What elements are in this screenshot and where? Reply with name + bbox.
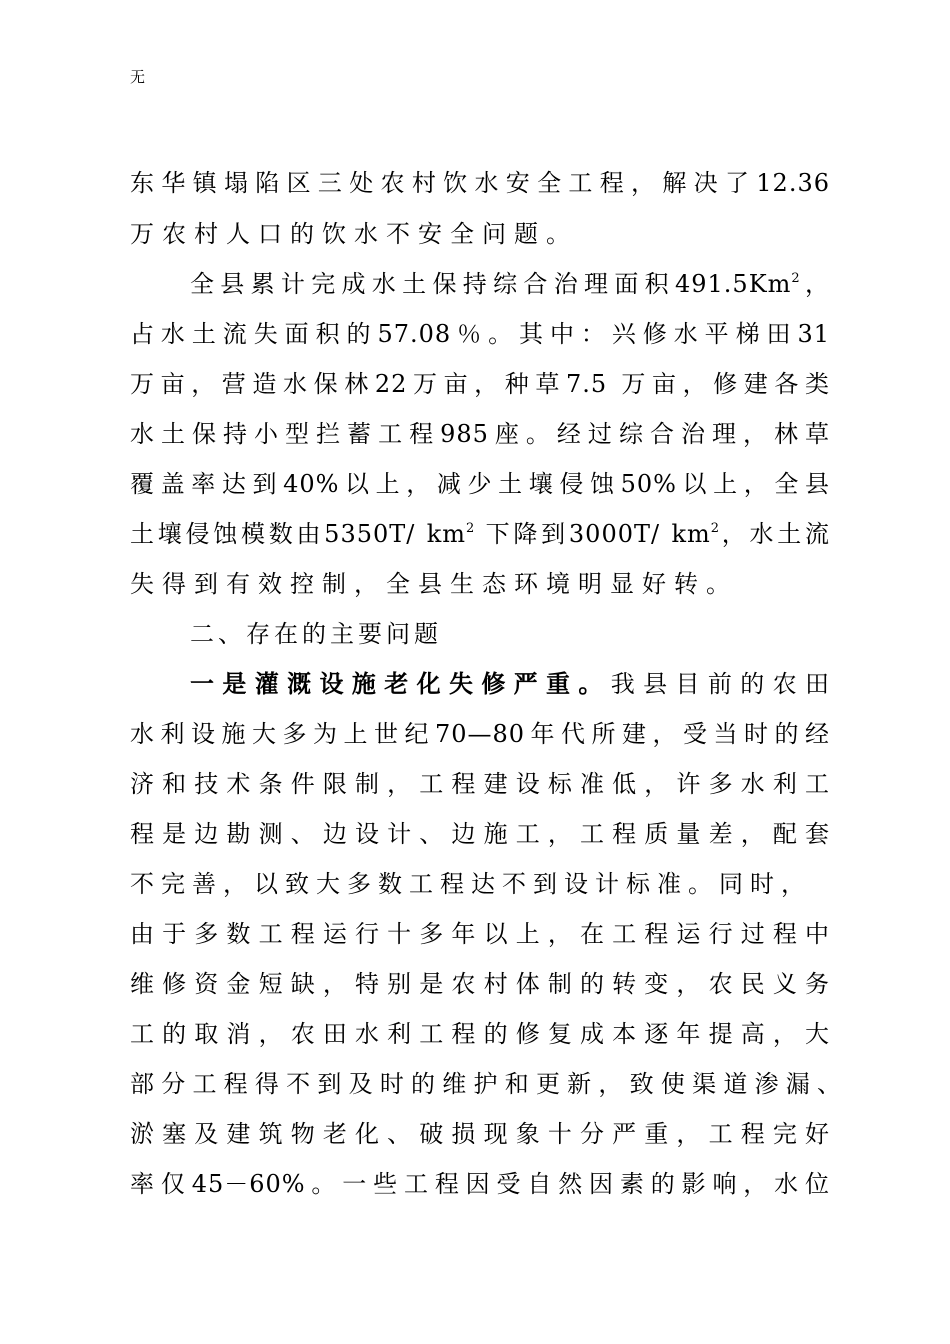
page-header: 无 — [130, 68, 146, 86]
text-line: 万亩，营造水保林22万亩，种草7.5 万亩，修建各类 — [130, 370, 830, 398]
text-line: 东华镇塌陷区三处农村饮水安全工程，解决了12.36 — [130, 169, 830, 197]
text-line: 失得到有效控制，全县生态环境明显好转。 — [130, 570, 738, 598]
superscript: 2 — [791, 271, 800, 286]
text-line: 程是边勘测、边设计、边施工，工程质量差，配套 — [130, 820, 830, 848]
text-line — [130, 517, 830, 551]
text-span: ， — [799, 270, 830, 298]
bold-lead: 一是灌溉设施老化失修严重。 — [190, 669, 611, 698]
text-span: 下降到3000T/ km — [474, 520, 711, 548]
text-line — [190, 667, 830, 701]
text-line: 率仅45－60%。一些工程因受自然因素的影响，水位 — [130, 1170, 830, 1198]
text-span: ，水土流 — [719, 520, 830, 548]
text-line: 不完善，以致大多数工程达不到设计标准。同时， — [130, 870, 812, 898]
text-line: 维修资金短缺，特别是农村体制的转变，农民义务 — [130, 970, 830, 998]
text-line: 覆盖率达到40%以上，减少土壤侵蚀50%以上，全县 — [130, 470, 830, 498]
text-line: 水土保持小型拦蓄工程985座。经过综合治理，林草 — [130, 420, 830, 448]
text-line: 部分工程得不到及时的维护和更新，致使渠道渗漏、 — [130, 1070, 842, 1098]
text-line — [190, 267, 830, 301]
text-line: 济和技术条件限制，工程建设标准低，许多水利工 — [130, 770, 830, 798]
text-line: 占水土流失面积的57.08％。其中：兴修水平梯田31 — [130, 320, 830, 348]
superscript: 2 — [710, 521, 720, 536]
text-line: 工的取消，农田水利工程的修复成本逐年提高，大 — [130, 1020, 830, 1048]
text-line: 万农村人口的饮水不安全问题。 — [130, 220, 578, 248]
text-line: 淤塞及建筑物老化、破损现象十分严重，工程完好 — [130, 1120, 830, 1148]
text-span: 全县累计完成水土保持综合治理面积491.5Km — [190, 270, 792, 298]
text-line: 由于多数工程运行十多年以上，在工程运行过程中 — [130, 920, 830, 948]
text-line: 水利设施大多为上世纪70—80年代所建，受当时的经 — [130, 720, 830, 748]
text-span: 我县目前的农田 — [610, 670, 831, 698]
text-span: 土壤侵蚀模数由5350T/ km — [130, 520, 467, 548]
section-heading: 二、存在的主要问题 — [190, 620, 442, 648]
superscript: 2 — [466, 521, 475, 536]
